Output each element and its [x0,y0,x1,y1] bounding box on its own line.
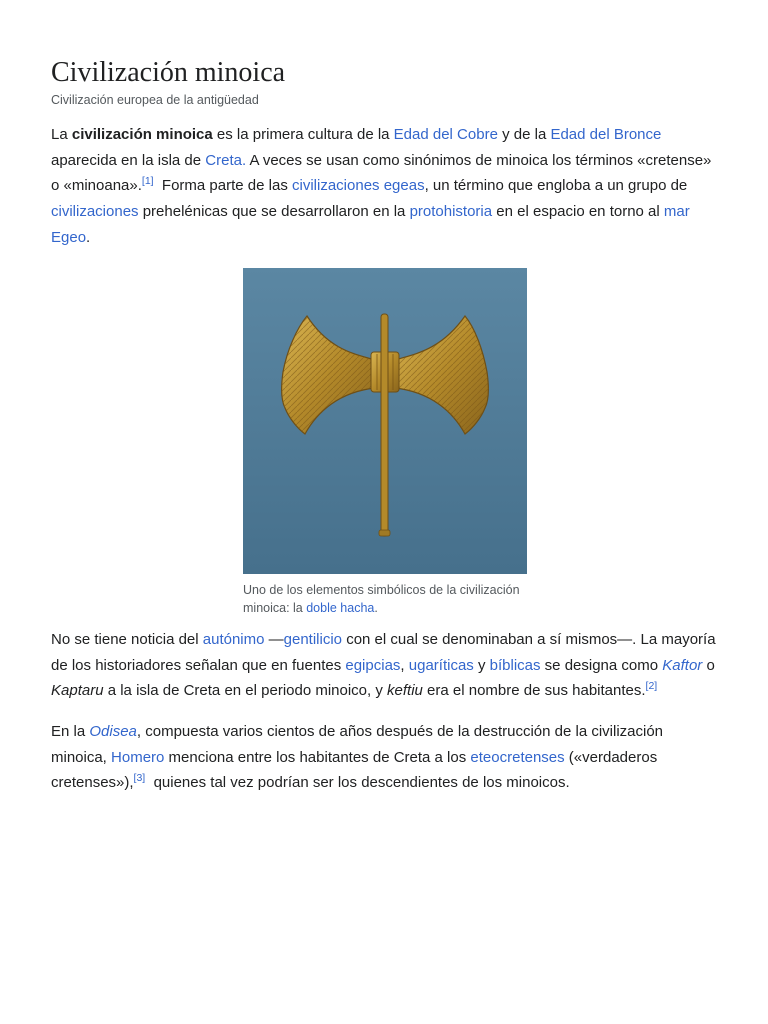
text: La [51,126,72,143]
caption-text: . [374,601,378,615]
odisea-title: Odisea [89,723,137,740]
paragraph-autonimo [51,627,721,704]
text: , compuesta varios cientos de años después de la destrucción de la civilización minoica, [51,723,664,766]
text: o [702,656,715,674]
text: era el nombre de sus habitantes. [422,682,646,700]
reference-2[interactable]: [2] [645,680,658,693]
text: con el cual se denominaban a sí mismos—. La mayoría de los historiadores señalan que en fuentes [51,631,716,674]
text: No se tiene noticia del [51,631,203,648]
double-axe-image[interactable] [243,268,527,574]
text: y [473,656,490,674]
text: menciona entre los habitantes de Creta a los [164,748,471,766]
text: prehelénicas que se desarrollaron en la [138,203,410,221]
figure [243,268,527,617]
link-doble-hacha[interactable]: doble hacha [306,601,375,615]
link-kaftor[interactable] [662,657,702,674]
link-eteocretenses[interactable]: eteocretenses [470,748,565,766]
text: a la isla de Creta en el periodo minoico, y [103,682,388,700]
text: En la [51,723,90,740]
text: quienes tal vez podrían ser los descendientes de los minoicos. [145,774,570,792]
text: se designa como [540,656,663,674]
link-gentilicio[interactable]: gentilicio [283,631,343,648]
page-subtitle: Civilización europea de la antigüedad [51,93,259,107]
bold-term: civilización minoica [71,126,213,143]
intro-paragraph [51,122,721,251]
reference-3[interactable]: [3] [133,772,146,785]
kaptaru-term: Kaptaru [51,682,104,700]
text: en el espacio en torno al [492,203,664,221]
link-civilizaciones[interactable]: civilizaciones [51,203,139,221]
link-civilizaciones-egeas[interactable]: civilizaciones egeas [292,177,425,195]
text: es la primera cultura de la [212,126,394,143]
text: A veces se usan como sinónimos de minoica los términos «cretense» o «minoana». [51,151,712,195]
text: Forma parte de las [153,177,292,195]
text: . [86,228,91,246]
text: («verdaderos cretenses»), [51,748,658,792]
text: — [264,631,284,648]
kaftor-term: Kaftor [662,656,703,674]
link-homero[interactable]: Homero [111,748,165,766]
link-mar-egeo[interactable]: mar Egeo [51,203,690,246]
link-egipcias[interactable]: egipcias [345,656,401,674]
caption-text: Uno de los elementos simbólicos de la civilización minoica: la [243,583,520,615]
figure-caption [243,581,527,617]
text: y de la [497,126,551,143]
text: , un término que engloba a un grupo de [424,177,688,195]
link-ugariticas[interactable]: ugaríticas [408,656,474,674]
link-creta[interactable]: Creta. [205,151,247,169]
link-edad-del-bronce[interactable]: Edad del Bronce [550,126,662,143]
keftiu-term: keftiu [387,682,423,700]
text: , [400,656,409,674]
text: aparecida en la isla de [51,151,206,169]
reference-1[interactable]: [1] [141,175,154,188]
paragraph-odisea [51,719,721,796]
page-title: Civilización minoica [51,57,286,88]
link-protohistoria[interactable]: protohistoria [409,203,493,221]
axe-shaft [381,314,388,536]
link-autonimo[interactable]: autónimo [202,631,265,648]
link-edad-del-cobre[interactable]: Edad del Cobre [393,126,498,143]
link-biblicas[interactable]: bíblicas [489,656,541,674]
link-odisea[interactable] [89,723,137,740]
